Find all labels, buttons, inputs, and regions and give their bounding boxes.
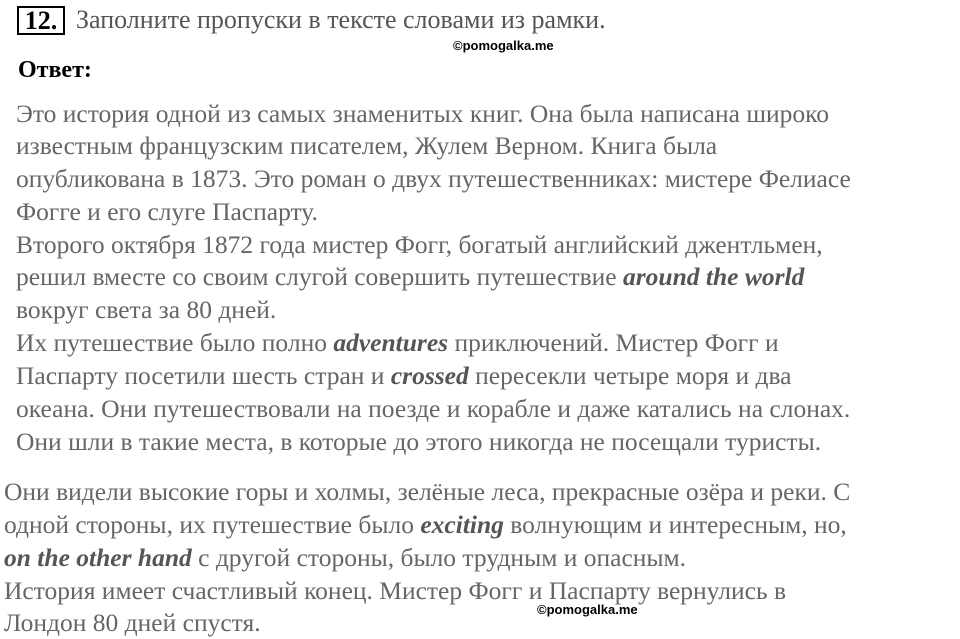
- text-line: [16, 294, 276, 326]
- text-line: [4, 476, 850, 508]
- line-text: Это история одной из самых знаменитых книг. Она была написана широко: [16, 99, 829, 128]
- text-line: [4, 607, 261, 639]
- text-line: [4, 542, 686, 574]
- line-text: одной стороны, их путешествие было: [4, 510, 421, 539]
- text-line: [16, 327, 779, 359]
- text-line: [16, 426, 821, 458]
- line-text: Паспарту посетили шесть стран и: [16, 361, 391, 390]
- watermark-top: ©pomogalka.me: [453, 38, 554, 53]
- task-instruction: Заполните пропуски в тексте словами из рамки.: [76, 5, 606, 34]
- text-line: [16, 360, 792, 392]
- line-text: вокруг света за 80 дней.: [16, 295, 277, 324]
- line-text: Лондон 80 дней спустя.: [4, 608, 261, 637]
- line-text: Второго октября 1872 года мистер Фогг, богатый английский джентльмен,: [16, 230, 823, 259]
- text-line: [16, 229, 823, 261]
- filled-answer: crossed: [390, 361, 469, 390]
- line-text: опубликована в 1873. Это роман о двух путешественниках: мистере Фелиасе: [16, 164, 851, 193]
- line-text: Фогге и его слуге Паспарту.: [16, 197, 318, 226]
- answer-label: Ответ:: [18, 57, 92, 83]
- filled-answer: around the world: [622, 262, 805, 291]
- filled-answer: on the other hand: [4, 543, 192, 572]
- text-line: [16, 196, 318, 228]
- line-text: океана. Они путешествовали на поезде и корабле и даже катались на слонах.: [16, 394, 851, 423]
- line-text: Их путешествие было полно: [16, 328, 334, 357]
- text-line: [4, 575, 786, 607]
- exercise-number: 12.: [17, 6, 65, 35]
- watermark-bottom: ©pomogalka.me: [537, 602, 638, 617]
- text-line: [16, 261, 804, 293]
- line-text: Они шли в такие места, в которые до этого никогда не посещали туристы.: [16, 427, 822, 456]
- filled-answer: exciting: [420, 510, 504, 539]
- line-text: История имеет счастливый конец. Мистер Фогг и Паспарту вернулись в: [4, 576, 787, 605]
- text-line: [16, 393, 850, 425]
- line-text: волнующим и интересным, но,: [503, 510, 847, 539]
- text-line: [4, 509, 847, 541]
- line-text: Они видели высокие горы и холмы, зелёные леса, прекрасные озёра и реки. С: [4, 477, 851, 506]
- line-text: с другой стороны, было трудным и опасным.: [191, 543, 687, 572]
- line-text: известным французским писателем, Жулем Верном. Книга была: [16, 131, 718, 160]
- filled-answer: adventures: [333, 328, 449, 357]
- line-text: пересекли четыре моря и два: [468, 361, 792, 390]
- line-text: решил вместе со своим слугой совершить путешествие: [16, 262, 623, 291]
- text-line: [16, 130, 717, 162]
- text-line: [16, 163, 851, 195]
- text-line: [16, 98, 829, 130]
- line-text: приключений. Мистер Фогг и: [448, 328, 779, 357]
